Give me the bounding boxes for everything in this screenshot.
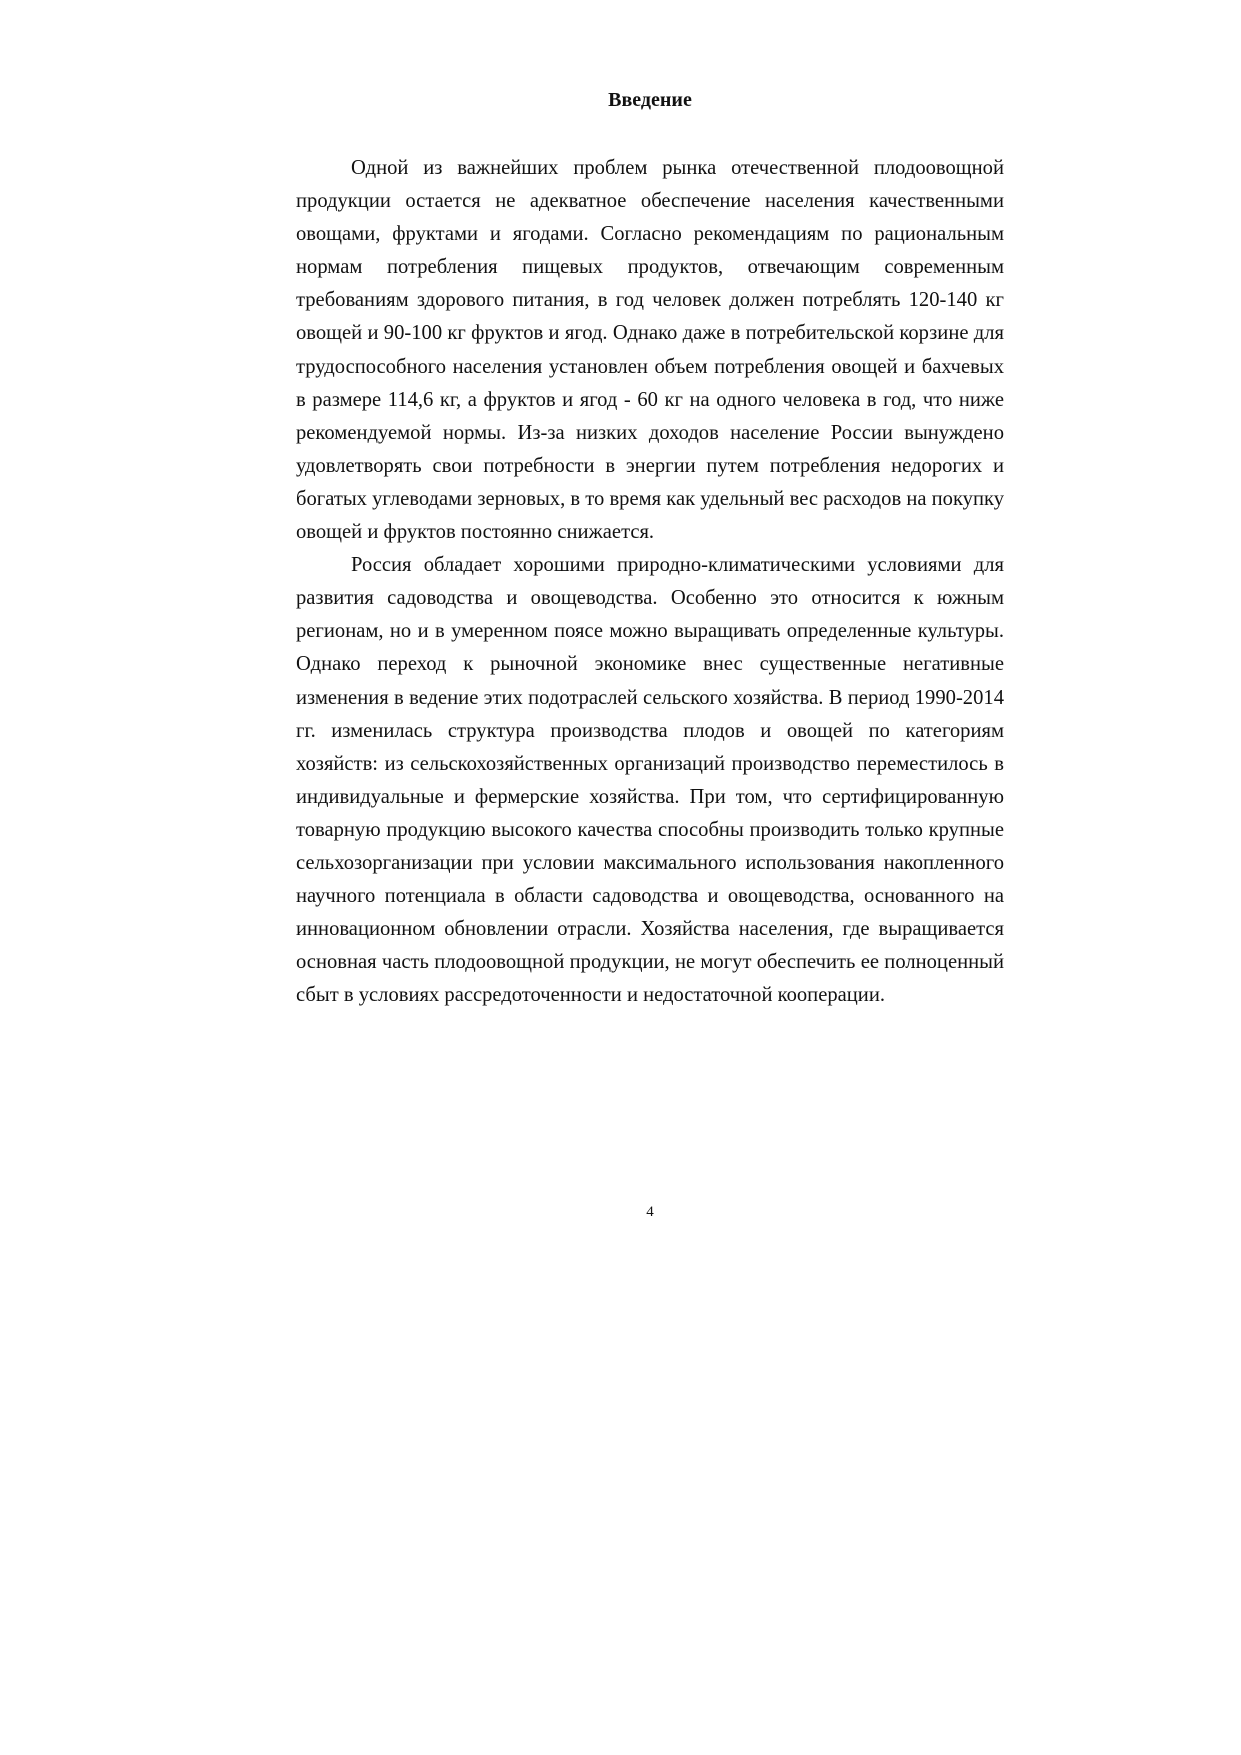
paragraph-2: Россия обладает хорошими природно-климатическими условиями для развития садоводства и овощеводства. Особенно это относится к южным регионам, но и в умеренном поясе можно выращивать определенные культуры. Однако переход к рыночной экономике внес существенные негативные изменения в ведение этих подотраслей сельского хозяйства. В период 1990-2014 гг. изменилась структура производства плодов и овощей по категориям хозяйств: из сельскохозяйственных организаций производство переместилось в индивидуальные и фермерские хозяйства. При том, что сертифицированную товарную продукцию высокого качества способны производить только крупные сельхозорганизации при условии максимального использования накопленного научного потенциала в области садоводства и овощеводства, основанного на инновационном обновлении отрасли. Хозяйства населения, где выращивается основная часть плодоовощной продукции, не могут обеспечить ее полноценный сбыт в условиях рассредоточенности и недостаточной кооперации.: [296, 554, 1004, 1007]
body-text: [296, 152, 1004, 1012]
paragraph-1: Одной из важнейших проблем рынка отечественной плодоовощной продукции остается не адекватное обеспечение населения качественными овощами, фруктами и ягодами. Согласно рекомендациям по рациональным нормам потребления пищевых продуктов, отвечающим современным требованиям здорового питания, в год человек должен потреблять 120-140 кг овощей и 90-100 кг фруктов и ягод. Однако даже в потребительской корзине для трудоспособного населения установлен объем потребления овощей и бахчевых в размере 114,6 кг, а фруктов и ягод - 60 кг на одного человека в год, что ниже рекомендуемой нормы. Из-за низких доходов население России вынуждено удовлетворять свои потребности в энергии путем потребления недорогих и богатых углеводами зерновых, в то время как удельный вес расходов на покупку овощей и фруктов постоянно снижается.: [296, 157, 1004, 544]
page-title: Введение: [608, 89, 692, 111]
page-number: 4: [646, 1204, 654, 1220]
